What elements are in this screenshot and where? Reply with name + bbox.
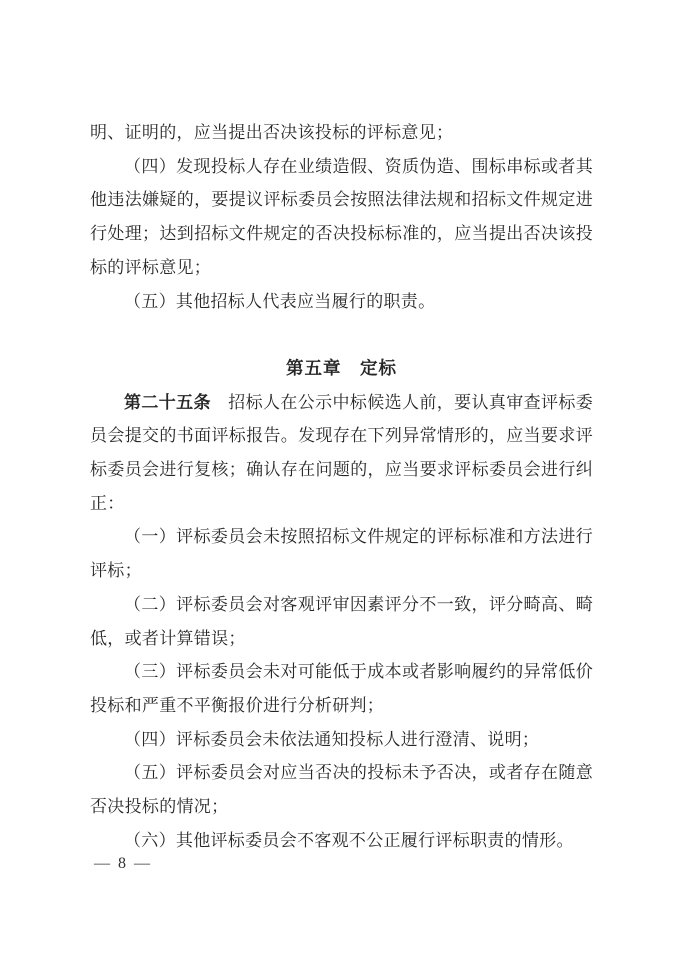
article-number-label: 第二十五条 <box>124 392 211 412</box>
list-item-5: （五）评标委员会对应当否决的投标未予否决，或者存在随意否决投标的情况； <box>90 763 593 817</box>
list-item-2: （二）评标委员会对客观评审因素评分不一致，评分畸高、畸低，或者计算错误； <box>90 594 593 648</box>
document-body <box>90 116 593 857</box>
list-item-6: （六）其他评标委员会不客观不公正履行评标职责的情形。 <box>124 830 574 850</box>
list-item-3: （三）评标委员会未对可能低于成本或者影响履约的异常低价投标和严重不平衡报价进行分析研判； <box>90 662 593 715</box>
paragraph-article-25 <box>90 386 593 521</box>
page-footer <box>94 852 152 876</box>
page-number: — 8 — <box>94 855 152 872</box>
chapter-heading: 第五章 定标 <box>286 357 397 378</box>
paragraph-item-five: （五）其他招标人代表应当履行的职责。 <box>124 291 436 311</box>
list-item-1: （一）评标委员会未按照招标文件规定的评标标准和方法进行评标； <box>90 527 593 581</box>
paragraph-continuation: 明、证明的，应当提出否决该投标的评标意见； <box>90 123 454 142</box>
paragraph-item-four: （四）发现投标人存在业绩造假、资质伪造、围标串标或者其他违法嫌疑的，要提议评标委员会按照法律法规和招标文件规定进行处理；达到招标文件规定的否决投标标准的，应当提出否决该投标的评标意见； <box>90 156 593 277</box>
list-item-4: （四）评标委员会未依法通知投标人进行澄清、说明； <box>124 729 540 749</box>
article-text: 招标人在公示中标候选人前，要认真审查评标委员会提交的书面评标报告。发现存在下列异常情形的，应当要求评标委员会进行复核；确认存在问题的，应当要求评标委员会进行纠正： <box>90 392 594 513</box>
